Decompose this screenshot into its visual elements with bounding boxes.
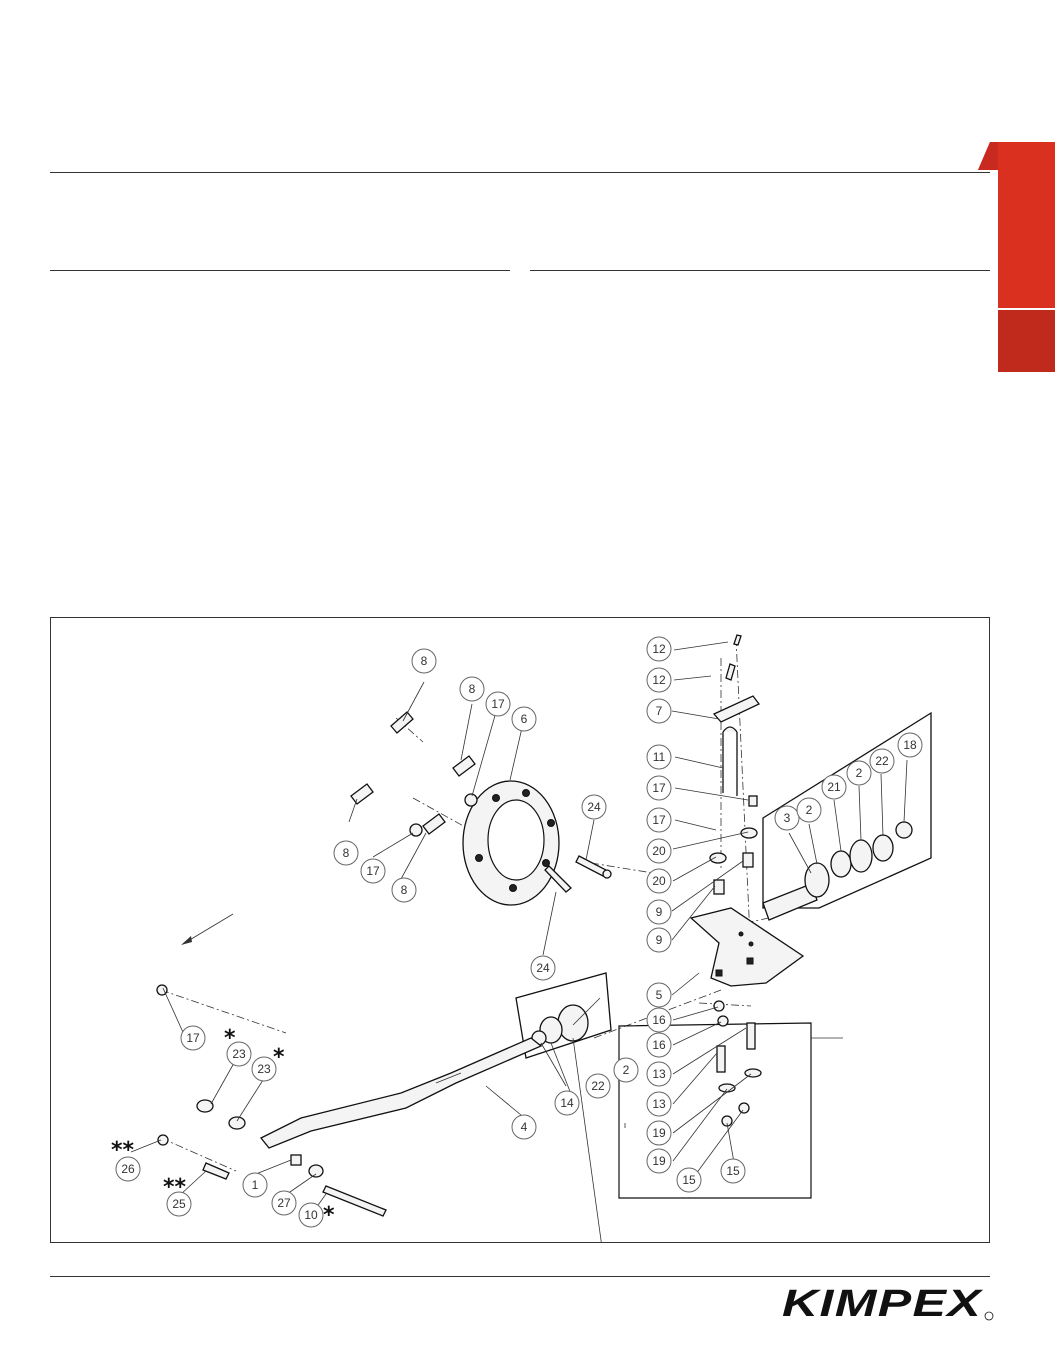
callout-2[interactable] [614,1058,638,1082]
left-column-rule [50,270,510,271]
star-marker: * [273,1045,285,1070]
callout-17[interactable] [181,1026,205,1050]
svg-text:23: 23 [257,1062,271,1076]
callout-7[interactable] [647,699,671,723]
callout-18[interactable] [898,733,922,757]
callout-9[interactable] [647,928,671,952]
svg-text:20: 20 [652,874,666,888]
callout-11[interactable] [647,745,671,769]
svg-text:14: 14 [560,1096,574,1110]
svg-text:13: 13 [652,1097,666,1111]
callout-15[interactable] [677,1168,701,1192]
callout-17[interactable] [486,692,510,716]
callout-13[interactable] [647,1062,671,1086]
svg-text:9: 9 [655,933,663,947]
svg-text:13: 13 [652,1067,666,1081]
callout-16[interactable] [647,1008,671,1032]
svg-text:8: 8 [468,682,476,696]
star-marker: * [323,1203,335,1228]
svg-text:17: 17 [491,697,505,711]
callout-19[interactable] [647,1149,671,1173]
svg-text:10: 10 [304,1208,318,1222]
svg-text:16: 16 [652,1013,666,1027]
callout-20[interactable] [647,869,671,893]
svg-text:17: 17 [652,813,666,827]
callout-19[interactable] [647,1121,671,1145]
svg-text:26: 26 [121,1162,135,1176]
svg-text:17: 17 [186,1031,200,1045]
svg-text:20: 20 [652,844,666,858]
svg-text:12: 12 [652,642,666,656]
svg-text:8: 8 [342,846,350,860]
callout-14[interactable] [555,1091,579,1115]
callout-1[interactable] [243,1173,267,1197]
svg-text:1: 1 [251,1178,259,1192]
svg-text:2: 2 [805,803,813,817]
svg-text:18: 18 [903,738,917,752]
callout-15[interactable] [721,1159,745,1183]
svg-text:2: 2 [622,1063,630,1077]
svg-text:6: 6 [520,712,528,726]
svg-text:3: 3 [783,811,791,825]
callout-8[interactable] [412,649,436,673]
callout-6[interactable] [512,707,536,731]
kimpex-logo [780,1286,995,1322]
callout-8[interactable] [392,878,416,902]
section-tab[interactable] [978,142,1055,372]
callout-layer [51,618,990,1243]
svg-text:KIMPEX: KIMPEX [782,1286,985,1322]
svg-text:7: 7 [655,704,663,718]
star-marker: * [224,1026,236,1051]
svg-text:4: 4 [520,1120,528,1134]
callout-24[interactable] [531,956,555,980]
callout-8[interactable] [460,677,484,701]
svg-text:16: 16 [652,1038,666,1052]
svg-text:19: 19 [652,1154,666,1168]
svg-text:8: 8 [420,654,428,668]
footer-rule [50,1276,990,1277]
svg-text:17: 17 [366,864,380,878]
callout-17[interactable] [647,808,671,832]
svg-text:24: 24 [536,961,550,975]
double-star-marker: ** [111,1138,135,1163]
callout-12[interactable] [647,637,671,661]
parts-diagram [50,617,990,1243]
svg-text:23: 23 [232,1047,246,1061]
svg-text:22: 22 [591,1079,605,1093]
callout-27[interactable] [272,1191,296,1215]
callout-16[interactable] [647,1033,671,1057]
callout-5[interactable] [647,983,671,1007]
svg-text:27: 27 [277,1196,291,1210]
svg-text:11: 11 [652,750,666,764]
callout-17[interactable] [647,776,671,800]
header-rule [50,172,990,173]
svg-text:5: 5 [655,988,663,1002]
svg-text:15: 15 [726,1164,740,1178]
svg-text:12: 12 [652,673,666,687]
callout-2[interactable] [847,761,871,785]
svg-text:22: 22 [875,754,889,768]
svg-text:9: 9 [655,905,663,919]
svg-text:21: 21 [827,780,841,794]
svg-text:17: 17 [652,781,666,795]
callout-24[interactable] [582,795,606,819]
callout-13[interactable] [647,1092,671,1116]
callout-22[interactable] [870,749,894,773]
callout-10[interactable] [299,1203,323,1227]
callout-21[interactable] [822,775,846,799]
svg-text:15: 15 [682,1173,696,1187]
callout-4[interactable] [512,1115,536,1139]
svg-text:8: 8 [400,883,408,897]
right-column-rule [530,270,990,271]
double-star-marker: ** [163,1175,187,1200]
callout-17[interactable] [361,859,385,883]
callout-8[interactable] [334,841,358,865]
svg-text:2: 2 [855,766,863,780]
callout-9[interactable] [647,900,671,924]
callout-12[interactable] [647,668,671,692]
callout-20[interactable] [647,839,671,863]
callout-2[interactable] [797,798,821,822]
callout-3[interactable] [775,806,799,830]
svg-text:19: 19 [652,1126,666,1140]
callout-22[interactable] [586,1074,610,1098]
svg-text:24: 24 [587,800,601,814]
svg-text:25: 25 [172,1197,186,1211]
